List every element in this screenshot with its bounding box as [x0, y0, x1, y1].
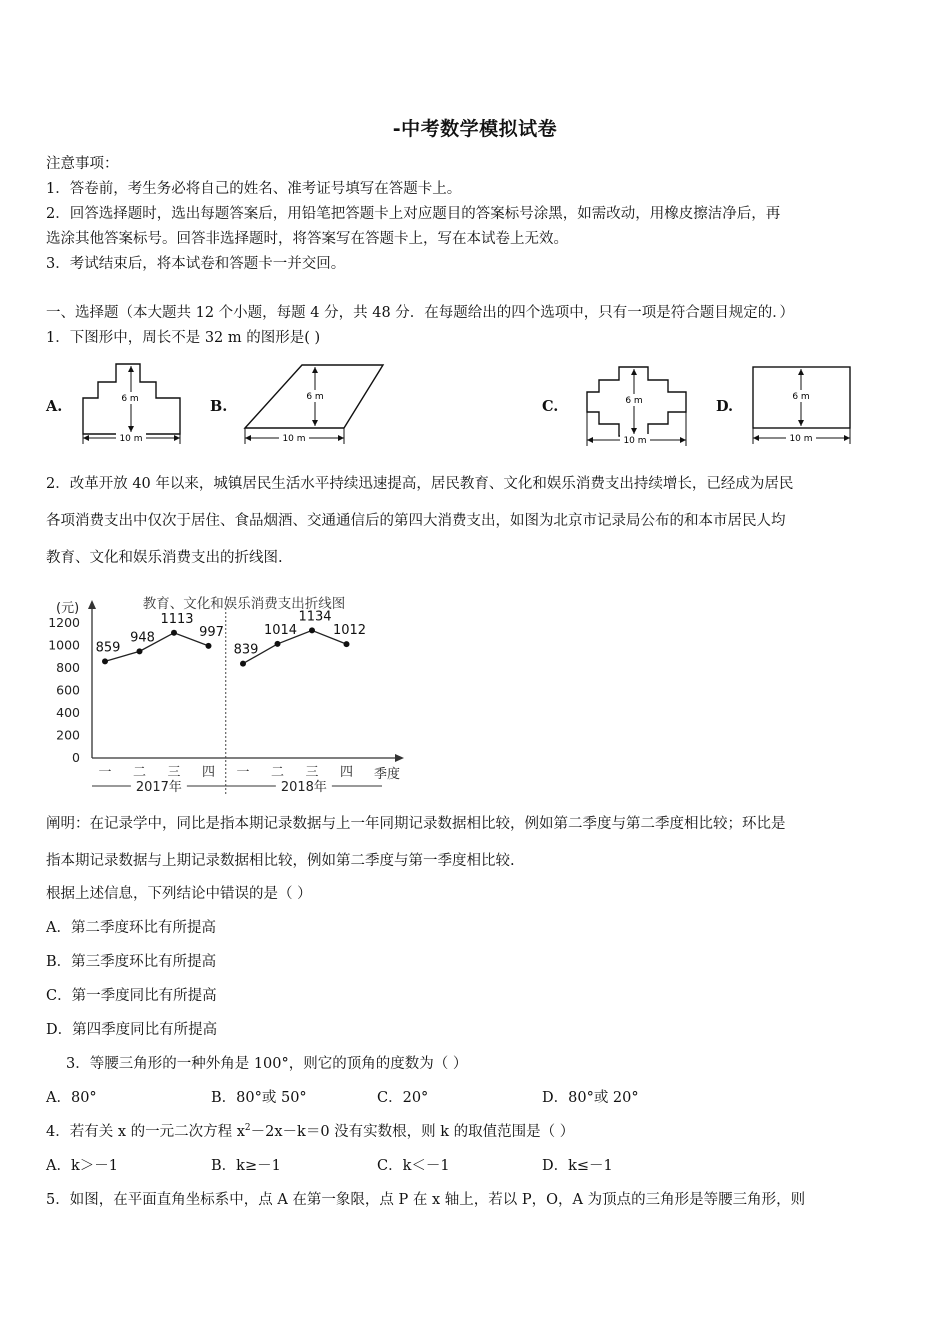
chart-data-label: 948	[130, 630, 155, 646]
chart-xtick-label: 一	[236, 765, 250, 780]
chart-xtick-label: 二	[270, 765, 285, 780]
q2-option-b[interactable]: B．第三季度环比有所提高	[46, 954, 217, 970]
chart-data-point	[171, 630, 177, 636]
q4-stem-sup: 2	[244, 1123, 251, 1134]
chart-ytick-label: 1000	[48, 637, 80, 653]
q2-explain-1: 阐明：在记录学中，同比是指本期记录数据与上一年同期记录数据相比较，例如第二季度与第二季度相比较；环比是	[46, 816, 786, 832]
chart-title: 教育、文化和娱乐消费支出折线图	[142, 596, 346, 612]
q4-stem-pre: 4．若有关 x 的一元二次方程 x	[46, 1124, 245, 1140]
chart-xtick-label: 一	[98, 765, 112, 780]
chart-ytick-label: 0	[72, 750, 80, 765]
chart-data-point	[344, 641, 350, 647]
chart-series-line	[105, 633, 209, 662]
q4-stem-post: －2x－k＝0 没有实数根，则 k 的取值范围是（ ）	[250, 1124, 575, 1140]
q1-c-width-label: 10 m	[623, 436, 647, 446]
q2-stem-3: 教育、文化和娱乐消费支出的折线图.	[46, 550, 283, 566]
q1-option-c[interactable]: C.	[542, 398, 559, 415]
chart-data-label: 1012	[332, 623, 367, 639]
chart-xlabel: 季度	[374, 767, 401, 782]
chart-y-axis-arrow	[88, 600, 96, 609]
q1-a-height-label: 6 m	[121, 394, 139, 404]
chart-group-label: 2017年	[135, 780, 182, 795]
q2-option-a[interactable]: A．第二季度环比有所提高	[46, 920, 216, 936]
q2-line-chart	[44, 594, 414, 800]
notice-item-2-cont: 选涂其他答案标号。回答非选择题时，将答案写在答题卡上，写在本试卷上无效。	[46, 231, 568, 247]
page-title: -中考数学模拟试卷	[392, 118, 558, 140]
q1-c-height-label: 6 m	[625, 396, 643, 406]
q4-stem	[46, 1120, 574, 1141]
chart-data-label: 997	[199, 624, 224, 640]
q3-option-a[interactable]: A．80°	[46, 1090, 97, 1106]
q1-a-width-label: 10 m	[119, 434, 143, 444]
q4-option-b[interactable]: B．k≥－1	[211, 1158, 281, 1174]
chart-xtick-label: 四	[339, 765, 354, 780]
chart-ytick-label: 200	[56, 727, 80, 743]
notice-item-1: 1．答卷前，考生务必将自己的姓名、准考证号填写在答题卡上。	[46, 181, 462, 197]
q3-option-b[interactable]: B．80°或 50°	[211, 1090, 307, 1106]
q1-figure-a	[78, 360, 188, 446]
q2-option-c[interactable]: C．第一季度同比有所提高	[46, 988, 217, 1004]
chart-data-point	[275, 641, 281, 647]
q4-option-d[interactable]: D．k≤－1	[542, 1158, 613, 1174]
q2-stem-2: 各项消费支出中仅次于居住、食品烟酒、交通通信后的第四大消费支出，如图为北京市记录局公布的和本市居民人均	[46, 513, 786, 529]
chart-data-label: 1113	[160, 611, 194, 627]
chart-data-label: 1134	[298, 609, 332, 625]
q4-option-c[interactable]: C．k＜－1	[377, 1158, 450, 1174]
q3-option-d[interactable]: D．80°或 20°	[542, 1090, 639, 1106]
q2-stem-1: 2．改革开放 40 年以来，城镇居民生活水平持续迅速提高，居民教育、文化和娱乐消费支出持续增长，已经成为居民	[46, 476, 794, 492]
q1-d-height-label: 6 m	[792, 392, 810, 402]
notice-item-3: 3．考试结束后，将本试卷和答题卡一并交回。	[46, 256, 346, 272]
chart-data-label: 859	[95, 640, 121, 656]
q1-d-width-label: 10 m	[789, 434, 813, 444]
q2-option-d[interactable]: D．第四季度同比有所提高	[46, 1022, 218, 1038]
chart-ytick-label: 1200	[48, 615, 80, 630]
chart-xtick-label: 三	[167, 765, 181, 780]
chart-ytick-label: 600	[56, 682, 80, 698]
chart-group-label: 2018年	[280, 780, 327, 795]
section-heading: 一、选择题（本大题共 12 个小题，每题 4 分，共 48 分．在每题给出的四个选项中，只有一项是符合题目规定的．）	[46, 305, 795, 321]
chart-data-label: 1014	[263, 622, 298, 638]
q2-question: 根据上述信息，下列结论中错误的是（ ）	[46, 886, 312, 902]
q4-option-a[interactable]: A．k＞－1	[46, 1158, 118, 1174]
q3-stem: 3．等腰三角形的一种外角是 100°，则它的顶角的度数为（ ）	[66, 1056, 468, 1072]
notice-heading: 注意事项：	[46, 156, 119, 172]
chart-data-point	[240, 661, 246, 667]
chart-data-point	[137, 648, 143, 654]
chart-data-label: 839	[233, 642, 259, 658]
chart-data-point	[206, 643, 212, 649]
notice-item-2: 2．回答选择题时，选出每题答案后，用铅笔把答题卡上对应题目的答案标号涂黑，如需改动，用橡皮擦洁净后，再	[46, 206, 781, 222]
q1-stem: 1．下图形中，周长不是 32 m 的图形是( )	[46, 330, 321, 346]
q2-explain-2: 指本期记录数据与上期记录数据相比较，例如第二季度与第一季度相比较.	[46, 853, 515, 869]
chart-xtick-label: 四	[201, 765, 216, 780]
chart-ytick-label: 800	[56, 660, 80, 675]
chart-data-point	[102, 658, 108, 664]
chart-x-axis-arrow	[395, 754, 404, 762]
chart-xtick-label: 二	[132, 765, 147, 780]
q1-figure-c	[582, 360, 694, 448]
chart-ylabel: (元)	[56, 601, 80, 616]
chart-xtick-label: 三	[305, 765, 319, 780]
q1-b-width-label: 10 m	[282, 434, 306, 444]
q1-option-d[interactable]: D.	[716, 398, 734, 415]
q1-b-height-label: 6 m	[306, 392, 324, 402]
q1-figure-d	[748, 362, 858, 448]
q5-stem: 5．如图，在平面直角坐标系中，点 A 在第一象限，点 P 在 x 轴上，若以 P，O，A 为顶点的三角形是等腰三角形，则	[46, 1192, 806, 1208]
q1-option-a[interactable]: A.	[46, 398, 63, 415]
chart-data-point	[309, 627, 315, 633]
q3-option-c[interactable]: C．20°	[377, 1090, 429, 1106]
chart-ytick-label: 400	[56, 705, 80, 720]
chart-svg	[44, 594, 414, 800]
q1-option-b[interactable]: B.	[210, 398, 228, 415]
q1-figure-b	[240, 360, 390, 446]
